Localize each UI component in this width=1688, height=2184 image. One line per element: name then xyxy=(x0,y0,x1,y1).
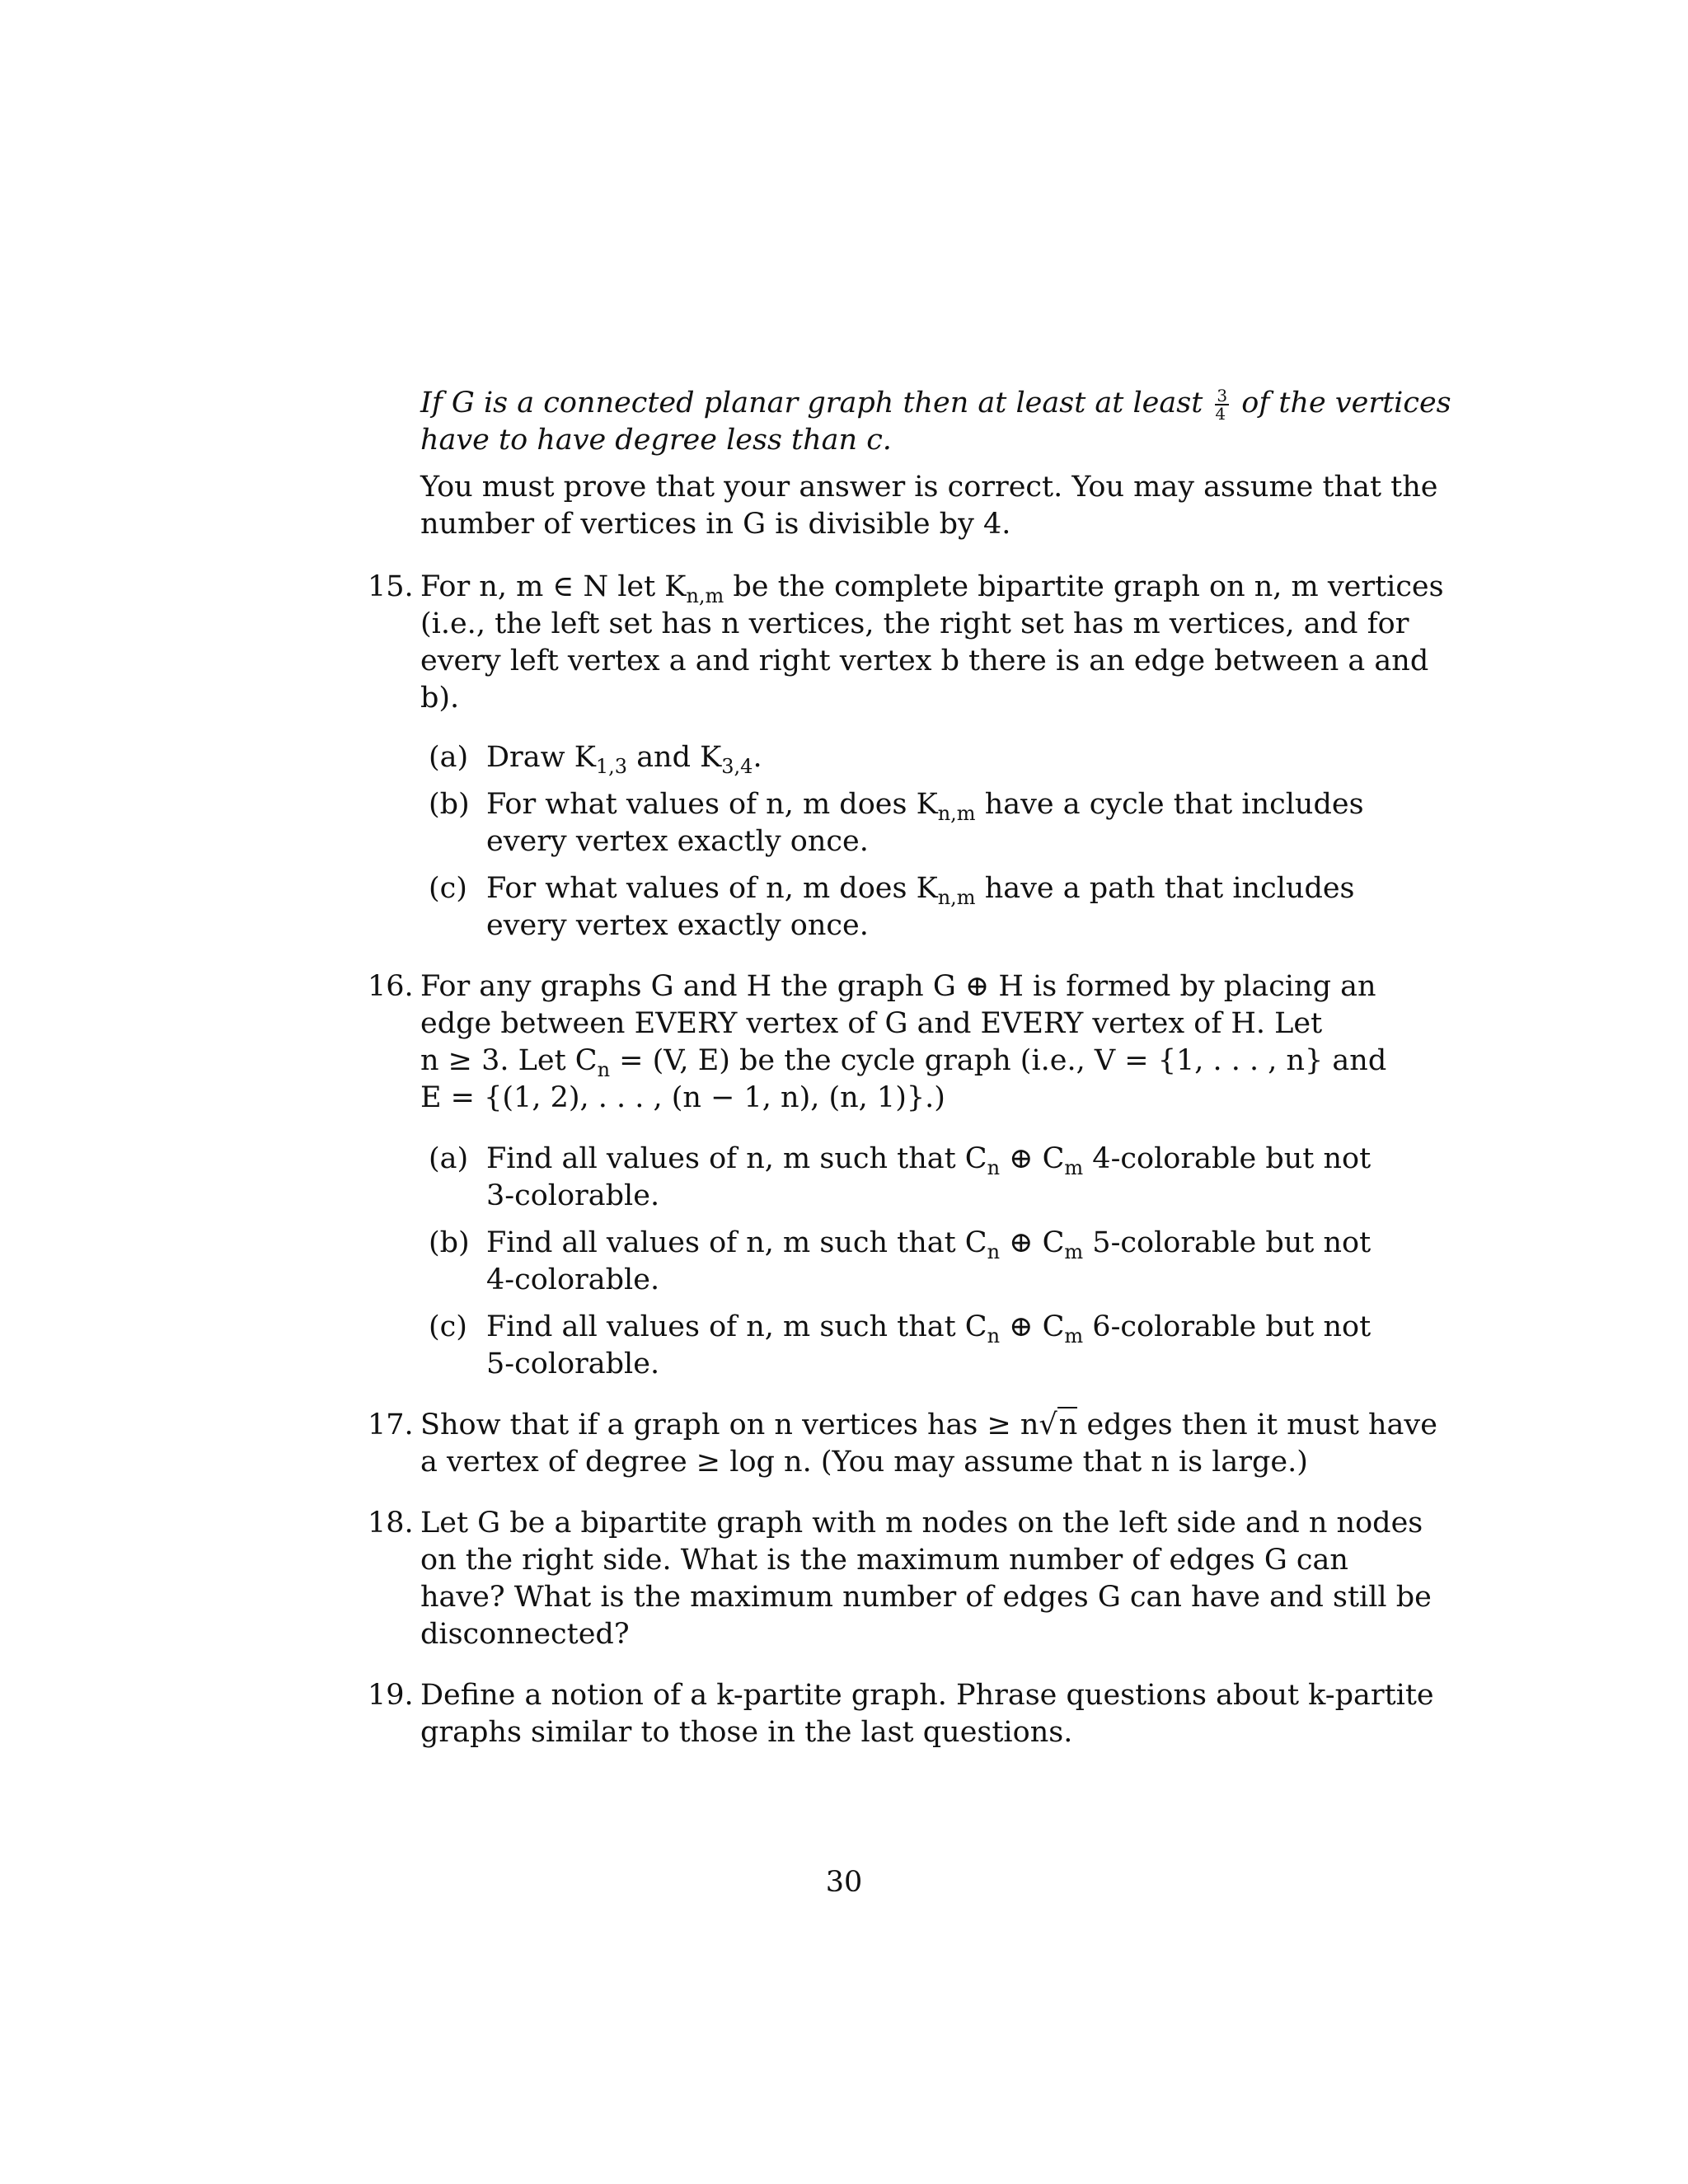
problem-15c-line-1 xyxy=(486,870,1355,909)
problem-16a-line-2: 3-colorable. xyxy=(486,1179,660,1212)
problem-18-line-4: disconnected? xyxy=(420,1618,630,1651)
text: ⊕ C xyxy=(1000,1142,1065,1175)
text: n ≥ 3. Let C xyxy=(420,1044,598,1077)
fraction xyxy=(1215,387,1229,422)
problem-16-number: 16. xyxy=(368,970,414,1003)
problem-16c-line-2: 5-colorable. xyxy=(486,1347,660,1380)
problem-17-line-1 xyxy=(420,1407,1437,1443)
text: have a path that includes xyxy=(975,872,1355,905)
problem-16c-label: (c) xyxy=(429,1310,467,1343)
subscript: n,m xyxy=(686,584,724,607)
text: have a cycle that includes xyxy=(975,788,1364,821)
text: Find all values of n, m such that C xyxy=(486,1226,987,1259)
problem-16-line-3 xyxy=(420,1043,1387,1081)
text: ⊕ C xyxy=(1000,1226,1065,1259)
subscript: m xyxy=(1064,1324,1084,1347)
problem-16-line-4: E = {(1, 2), . . . , (n − 1, n), (n, 1)}.) xyxy=(420,1081,945,1114)
fraction-denominator: 4 xyxy=(1215,403,1226,424)
intro-line-3: You must prove that your answer is correct. You may assume that the xyxy=(420,471,1438,504)
text: Find all values of n, m such that C xyxy=(486,1310,987,1343)
problem-19-number: 19. xyxy=(368,1679,414,1712)
text: For what values of n, m does K xyxy=(486,788,938,821)
text: For what values of n, m does K xyxy=(486,872,938,905)
problem-15-line-3: every left vertex a and right vertex b there is an edge between a and xyxy=(420,644,1429,677)
text: ⊕ C xyxy=(1000,1310,1065,1343)
text: edges then it must have xyxy=(1077,1408,1437,1441)
text: Draw K xyxy=(486,741,596,774)
problem-15-line-4: b). xyxy=(420,682,460,715)
subscript: 3,4 xyxy=(721,755,753,778)
problem-18-line-2: on the right side. What is the maximum number of edges G can xyxy=(420,1544,1348,1577)
intro-text: If G is a connected planar graph then at least at least xyxy=(420,387,1212,419)
problem-18-number: 18. xyxy=(368,1507,414,1540)
problem-15b-label: (b) xyxy=(429,788,470,821)
text: = (V, E) be the cycle graph (i.e., V = {1, . . . , n} and xyxy=(610,1044,1387,1077)
problem-16b-line-2: 4-colorable. xyxy=(486,1263,660,1296)
problem-19-line-2: graphs similar to those in the last questions. xyxy=(420,1716,1073,1749)
problem-16b-line-1 xyxy=(486,1225,1372,1263)
problem-16a-line-1 xyxy=(486,1141,1372,1179)
problem-16a-label: (a) xyxy=(429,1142,469,1175)
problem-16-line-1: For any graphs G and H the graph G ⊕ H is formed by placing an xyxy=(420,970,1376,1003)
problem-17-line-2: a vertex of degree ≥ log n. (You may assume that n is large.) xyxy=(420,1446,1308,1479)
intro-line-4: number of vertices in G is divisible by 4. xyxy=(420,508,1011,541)
problem-15c-line-2: every vertex exactly once. xyxy=(486,909,869,942)
fraction-numerator: 3 xyxy=(1217,385,1228,405)
text: 5-colorable but not xyxy=(1083,1226,1372,1259)
subscript: n xyxy=(987,1324,1001,1347)
problem-15b-line-1 xyxy=(486,786,1364,825)
problem-15-line-1 xyxy=(420,569,1444,607)
problem-15b-line-2: every vertex exactly once. xyxy=(486,825,869,858)
sqrt-radicand: n xyxy=(1058,1408,1078,1441)
problem-16b-label: (b) xyxy=(429,1226,470,1259)
problem-15-line-2: (i.e., the left set has n vertices, the right set has m vertices, and for xyxy=(420,607,1409,640)
subscript: m xyxy=(1064,1156,1084,1179)
problem-15a-text xyxy=(486,739,1320,776)
problem-15a-label: (a) xyxy=(429,741,469,774)
subscript: m xyxy=(1064,1240,1084,1263)
problem-16c-line-1 xyxy=(486,1309,1372,1347)
text: . xyxy=(753,741,762,774)
page-number: 30 xyxy=(825,1866,863,1899)
intro-italic-line-1 xyxy=(420,385,1451,424)
problem-15-number: 15. xyxy=(368,570,414,603)
problem-16-line-2: edge between EVERY vertex of G and EVERY vertex of H. Let xyxy=(420,1007,1323,1040)
text: 6-colorable but not xyxy=(1083,1310,1372,1343)
intro-text: of the vertices xyxy=(1232,387,1451,419)
problem-18-line-1: Let G be a bipartite graph with m nodes on the left side and n nodes xyxy=(420,1507,1423,1540)
subscript: n xyxy=(987,1156,1001,1179)
subscript: n,m xyxy=(937,802,976,825)
text: Show that if a graph on n vertices has ≥ n√ xyxy=(420,1408,1057,1441)
problem-17-number: 17. xyxy=(368,1408,414,1441)
problem-19-line-1: Define a notion of a k-partite graph. Phrase questions about k-partite xyxy=(420,1679,1434,1712)
problem-18-line-3: have? What is the maximum number of edges G can have and still be xyxy=(420,1581,1432,1614)
subscript: n xyxy=(597,1058,611,1081)
problem-15c-label: (c) xyxy=(429,872,467,905)
subscript: n xyxy=(987,1240,1001,1263)
text: be the complete bipartite graph on n, m vertices xyxy=(724,570,1444,603)
text: For n, m ∈ N let K xyxy=(420,570,687,603)
subscript: 1,3 xyxy=(595,755,628,778)
text: Find all values of n, m such that C xyxy=(486,1142,987,1175)
text: 4-colorable but not xyxy=(1083,1142,1372,1175)
intro-italic-line-2: have to have degree less than c. xyxy=(420,424,892,457)
subscript: n,m xyxy=(937,886,976,909)
text: and K xyxy=(627,741,722,774)
